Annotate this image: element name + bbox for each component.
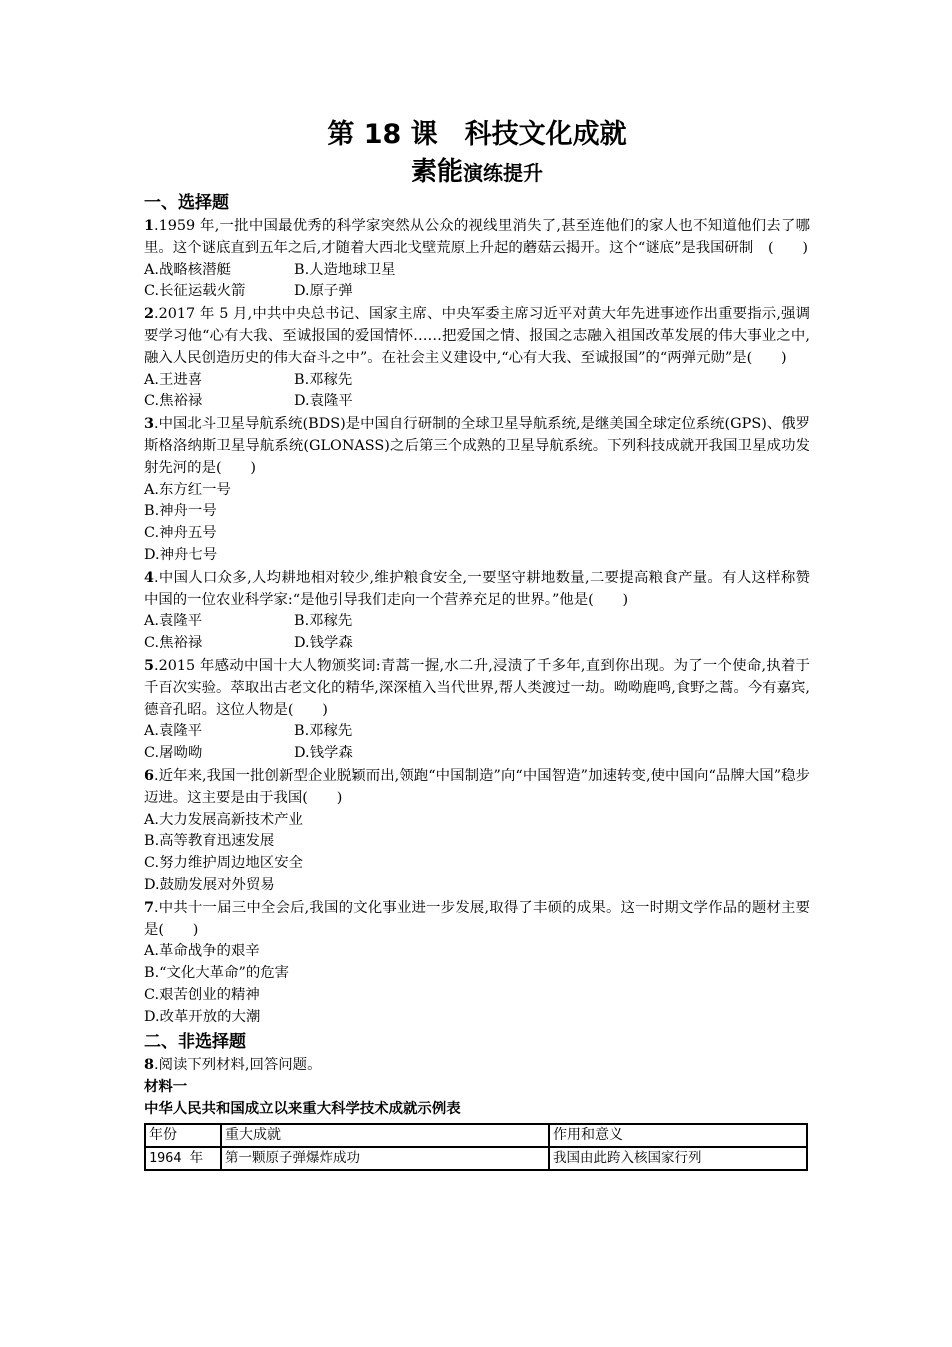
option: A.大力发展高新技术产业 xyxy=(144,811,303,828)
question-stem: .中国北斗卫星导航系统(BDS)是中国自行研制的全球卫星导航系统,是继美国全球定位系统(GPS)、俄罗斯格洛纳斯卫星导航系统(GLONASS)之后第三个成熟的卫星导航系统。下列科技成就开我国卫星成功发射先河的是( ) xyxy=(144,416,810,476)
table-title: 中华人民共和国成立以来重大科学技术成就示例表 xyxy=(144,1101,461,1118)
option-row xyxy=(144,391,810,413)
option: B.人造地球卫星 xyxy=(294,261,396,278)
option-row xyxy=(144,260,810,282)
option: A.王进喜 xyxy=(144,371,203,388)
option: D.鼓励发展对外贸易 xyxy=(144,876,275,893)
question-stem: .阅读下列材料,回答问题。 xyxy=(154,1057,322,1074)
table-row xyxy=(145,1147,807,1170)
question-2 xyxy=(144,303,810,369)
option: C.焦裕禄 xyxy=(144,393,203,410)
question-stem: .2015 年感动中国十大人物颁奖词:青蒿一握,水二升,浸渍了千多年,直到你出现。为了一个使命,执着于千百次实验。萃取出古老文化的精华,深深植入当代世界,帮人类渡过一劫。呦呦鹿鸣,食野之蒿。今有嘉宾,德音孔昭。这位人物是( ) xyxy=(144,657,810,718)
option-row xyxy=(144,545,810,567)
answer-paren: ( ) xyxy=(767,239,808,256)
question-stem: .中共十一届三中全会后,我国的文化事业进一步发展,取得了丰硕的成果。这一时期文学作品的题材主要是( ) xyxy=(144,899,810,938)
option-row xyxy=(144,985,810,1007)
table-cell: 我国由此跨入核国家行列 xyxy=(549,1147,807,1170)
option: B.邓稼先 xyxy=(294,723,353,740)
table-header-row xyxy=(145,1124,807,1147)
table-cell: 第一颗原子弹爆炸成功 xyxy=(221,1147,549,1170)
option-row xyxy=(144,743,810,765)
option: D.改革开放的大潮 xyxy=(144,1008,261,1025)
option: C.长征运载火箭 xyxy=(144,283,246,300)
option: A.革命战争的艰辛 xyxy=(144,943,260,960)
option: C.努力维护周边地区安全 xyxy=(144,855,303,872)
table-header-cell: 年份 xyxy=(145,1124,221,1147)
option: B.“文化大革命”的危害 xyxy=(144,965,289,982)
table-header-cell: 作用和意义 xyxy=(549,1124,807,1147)
option-row xyxy=(144,370,810,392)
option: C.神舟五号 xyxy=(144,525,217,542)
question-3 xyxy=(144,413,810,479)
question-7 xyxy=(144,897,810,942)
question-stem: .中国人口众多,人均耕地相对较少,维护粮食安全,一要坚守耕地数量,二要提高粮食产量。有人这样称赞中国的一位农业科学家:“是他引导我们走向一个营养充足的世界。”他是( ) xyxy=(144,569,810,608)
question-6 xyxy=(144,765,810,810)
option: B.邓稼先 xyxy=(294,613,353,630)
option: D.原子弹 xyxy=(294,283,353,300)
option: C.艰苦创业的精神 xyxy=(144,986,260,1003)
option: A.袁隆平 xyxy=(144,613,203,630)
option: C.屠呦呦 xyxy=(144,745,203,762)
option-row xyxy=(144,721,810,743)
option: A.东方红一号 xyxy=(144,481,231,498)
document-page xyxy=(144,118,810,1171)
question-number: 3 xyxy=(144,415,155,433)
question-number: 7 xyxy=(144,898,155,916)
question-number: 4 xyxy=(144,568,155,586)
option: D.钱学森 xyxy=(294,635,353,652)
section-heading-nonchoice: 二、非选择题 xyxy=(144,1032,246,1053)
question-number: 8 xyxy=(144,1056,155,1074)
subtitle-main: 素能 xyxy=(410,157,463,187)
option-row xyxy=(144,501,810,523)
option-row xyxy=(144,633,810,655)
option: B.邓稼先 xyxy=(294,371,353,388)
achievements-table xyxy=(144,1123,808,1171)
option: D.钱学森 xyxy=(294,745,353,762)
question-1 xyxy=(144,215,810,260)
option-row xyxy=(144,611,810,633)
option-row xyxy=(144,810,810,832)
section-heading-choice: 一、选择题 xyxy=(144,193,229,213)
option-row xyxy=(144,281,810,303)
table-header-cell: 重大成就 xyxy=(221,1124,549,1147)
question-number: 2 xyxy=(144,305,155,323)
question-stem: .近年来,我国一批创新型企业脱颖而出,领跑“中国制造”向“中国智造”加速转变,使中国向“品牌大国”稳步迈进。这主要是由于我国( ) xyxy=(144,767,810,806)
question-4 xyxy=(144,567,810,612)
option-row xyxy=(144,480,810,502)
option-row xyxy=(144,875,810,897)
lesson-subtitle xyxy=(144,156,810,189)
lesson-title: 第 18 课 科技文化成就 xyxy=(327,119,627,150)
question-number: 5 xyxy=(144,656,155,674)
option: C.焦裕禄 xyxy=(144,635,203,652)
option-row xyxy=(144,1007,810,1029)
option: A.战略核潜艇 xyxy=(144,261,231,278)
subtitle-rest: 演练提升 xyxy=(463,161,543,185)
table-cell: 1964 年 xyxy=(145,1147,221,1170)
option: B.神舟一号 xyxy=(144,503,217,520)
material-label: 材料一 xyxy=(144,1079,188,1096)
question-number: 6 xyxy=(144,766,155,784)
option-row xyxy=(144,523,810,545)
option: D.袁隆平 xyxy=(294,393,353,410)
question-8 xyxy=(144,1054,810,1077)
option-row xyxy=(144,941,810,963)
option-row xyxy=(144,853,810,875)
option-row xyxy=(144,963,810,985)
option: A.袁隆平 xyxy=(144,723,203,740)
question-number: 1 xyxy=(144,217,155,234)
option: B.高等教育迅速发展 xyxy=(144,833,275,850)
option: D.神舟七号 xyxy=(144,546,218,563)
question-stem: .1959 年,一批中国最优秀的科学家突然从公众的视线里消失了,甚至连他们的家人也不知道他们去了哪里。这个谜底直到五年之后,才随着大西北戈壁荒原上升起的蘑菇云揭开。这个“谜底”是我国研制 xyxy=(144,218,810,256)
question-5 xyxy=(144,655,810,721)
question-stem: .2017 年 5 月,中共中央总书记、国家主席、中央军委主席习近平对黄大年先进事迹作出重要指示,强调要学习他“心有大我、至诚报国的爱国情怀……把爱国之情、报国之志融入祖国改革发展的伟大事业之中,融入人民创造历史的伟大奋斗之中”。在社会主义建设中,“心有大我、至诚报国”的“两弹元勋”是( ) xyxy=(144,306,810,366)
option-row xyxy=(144,831,810,853)
